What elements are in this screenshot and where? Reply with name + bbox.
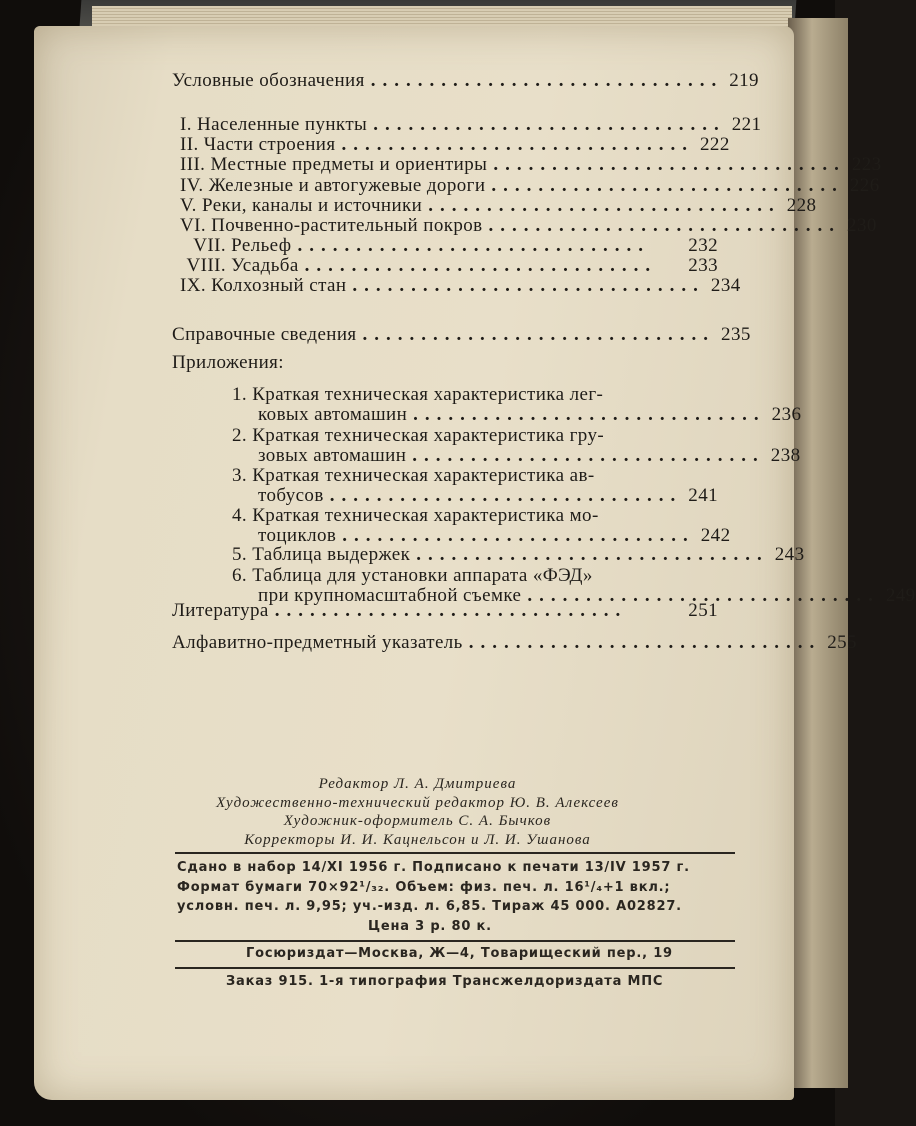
toc-label: Литература bbox=[172, 600, 269, 621]
toc-appendix-line bbox=[232, 425, 604, 447]
toc-page-number: 243 bbox=[774, 544, 805, 565]
toc-appendix-line bbox=[232, 465, 595, 487]
toc-item-number: III. bbox=[180, 154, 206, 175]
toc-label: Алфавитно-предметный указатель bbox=[172, 632, 463, 653]
leader-dots: .............................. bbox=[491, 175, 844, 196]
leader-dots: .............................. bbox=[274, 600, 628, 621]
leader-dots: .............................. bbox=[341, 134, 695, 155]
leader-dots: .............................. bbox=[428, 195, 781, 216]
toc-label: Краткая техническая характеристика лег- bbox=[252, 384, 604, 405]
toc-label: Населенные пункты bbox=[197, 114, 368, 135]
leader-dots: .............................. bbox=[342, 525, 695, 546]
toc-label: тоциклов bbox=[258, 525, 337, 546]
toc-page-number: 232 bbox=[688, 235, 718, 256]
toc-appendix-line bbox=[232, 384, 603, 406]
imprint-line: Сдано в набор 14/XI 1956 г. Подписано к печати 13/IV 1957 г. bbox=[177, 860, 690, 875]
leader-dots: .............................. bbox=[527, 585, 880, 606]
toc-item-number: VIII. bbox=[186, 255, 226, 276]
leader-dots: .............................. bbox=[329, 485, 683, 506]
toc-label: Местные предметы и ориентиры bbox=[210, 154, 488, 175]
toc-item-number: 4. bbox=[232, 505, 248, 526]
toc-item-number: V. bbox=[180, 195, 197, 216]
toc-label: Краткая техническая характеристика гру- bbox=[252, 425, 605, 446]
toc-item-number: I. bbox=[180, 114, 192, 135]
leader-dots: .............................. bbox=[352, 275, 705, 296]
credit-proofreaders: Корректоры И. И. Кацнельсон и Л. И. Ушанова bbox=[244, 832, 591, 848]
toc-reference bbox=[172, 324, 751, 348]
toc-symbols bbox=[172, 70, 759, 94]
toc-page-number: 238 bbox=[770, 445, 801, 466]
toc-label: Колхозный стан bbox=[211, 275, 347, 296]
toc-label: Краткая техническая характеристика ав- bbox=[252, 465, 595, 486]
imprint-price: Цена 3 р. 80 к. bbox=[368, 919, 492, 934]
leader-dots: .............................. bbox=[468, 632, 822, 653]
divider bbox=[175, 967, 735, 969]
toc-page-number: 251 bbox=[688, 600, 718, 621]
leader-dots: .............................. bbox=[488, 215, 842, 236]
toc-page-number: 226 bbox=[849, 175, 880, 196]
credit-designer: Художник-оформитель С. А. Бычков bbox=[283, 813, 552, 829]
toc-label: Усадьба bbox=[231, 255, 299, 276]
toc-page-number: 219 bbox=[729, 70, 759, 91]
toc-page-number: 236 bbox=[771, 404, 802, 425]
toc-page-number: 234 bbox=[710, 275, 741, 296]
toc-page-number: 228 bbox=[786, 195, 817, 216]
toc-item-number: II. bbox=[180, 134, 199, 155]
toc-item-number: 3. bbox=[232, 465, 248, 486]
leader-dots: .............................. bbox=[493, 154, 846, 175]
toc-page-number: 241 bbox=[688, 485, 718, 506]
toc-item-number: 1. bbox=[232, 384, 248, 405]
divider bbox=[175, 852, 735, 854]
imprint-printer: Заказ 915. 1-я типография Трансжелдориздата МПС bbox=[226, 974, 664, 989]
leader-dots: .............................. bbox=[373, 114, 726, 135]
toc-item bbox=[180, 275, 741, 299]
toc-item-number: 2. bbox=[232, 425, 248, 446]
divider bbox=[175, 940, 735, 942]
imprint-publisher: Госюриздат—Москва, Ж—4, Товарищеский пер., 19 bbox=[246, 946, 673, 961]
leader-dots: .............................. bbox=[413, 404, 766, 425]
toc-appendix-line bbox=[232, 565, 593, 587]
imprint-line: условн. печ. л. 9,95; уч.-изд. л. 6,85. Тираж 45 000. А02827. bbox=[177, 899, 682, 914]
toc-page-number: 242 bbox=[700, 525, 731, 546]
toc-label: Почвенно-растительный покров bbox=[211, 215, 483, 236]
leader-dots: .............................. bbox=[304, 255, 658, 276]
toc-page-number: 222 bbox=[700, 134, 730, 155]
toc-label: Справочные сведения bbox=[172, 324, 357, 345]
leader-dots: .............................. bbox=[412, 445, 765, 466]
toc-label: Условные обозначения bbox=[172, 70, 365, 91]
toc-label: Железные и автогужевые дороги bbox=[208, 175, 486, 196]
toc-label: Таблица для установки аппарата «ФЭД» bbox=[252, 565, 593, 586]
toc-label: тобусов bbox=[258, 485, 324, 506]
toc-item-number: IX. bbox=[180, 275, 206, 296]
leader-dots: .............................. bbox=[297, 235, 650, 256]
toc-appendices-heading: Приложения: bbox=[172, 352, 284, 373]
toc-item-number: VII. bbox=[193, 235, 226, 256]
credit-editor: Редактор Л. А. Дмитриева bbox=[318, 776, 517, 792]
toc-page-number: 249 bbox=[885, 585, 916, 606]
toc-appendix-line bbox=[232, 505, 599, 527]
credit-tech-editor: Художественно-технический редактор Ю. В. Алексеев bbox=[216, 795, 619, 811]
leader-dots: .............................. bbox=[362, 324, 716, 345]
toc-page-number: 255 bbox=[827, 632, 857, 653]
imprint-line: Формат бумаги 70×92¹/₃₂. Объем: физ. печ. л. 16¹/₄+1 вкл.; bbox=[177, 880, 671, 895]
toc-item-number: 5. bbox=[232, 544, 248, 565]
toc-label: Таблица выдержек bbox=[252, 544, 411, 565]
toc-page-number: 235 bbox=[721, 324, 751, 345]
toc-page-number: 221 bbox=[731, 114, 762, 135]
toc-label: Краткая техническая характеристика мо- bbox=[252, 505, 599, 526]
toc-label: Реки, каналы и источники bbox=[201, 195, 423, 216]
toc-label: ковых автомашин bbox=[258, 404, 408, 425]
toc-item-number: 6. bbox=[232, 565, 248, 586]
toc-literature bbox=[172, 600, 718, 624]
toc-page-number: 233 bbox=[688, 255, 718, 276]
toc-label: Рельеф bbox=[231, 235, 292, 256]
toc-label: Части строения bbox=[203, 134, 336, 155]
leader-dots: .............................. bbox=[370, 70, 724, 91]
toc-page-number: 230 bbox=[847, 215, 877, 236]
toc-index bbox=[172, 632, 857, 656]
leader-dots: .............................. bbox=[416, 544, 769, 565]
toc-item-number: VI. bbox=[180, 215, 206, 236]
toc-label: зовых автомашин bbox=[258, 445, 407, 466]
toc-label: при крупномасштабной съемке bbox=[258, 585, 522, 606]
toc-page-number: 223 bbox=[851, 154, 882, 175]
toc-item-number: IV. bbox=[180, 175, 204, 196]
